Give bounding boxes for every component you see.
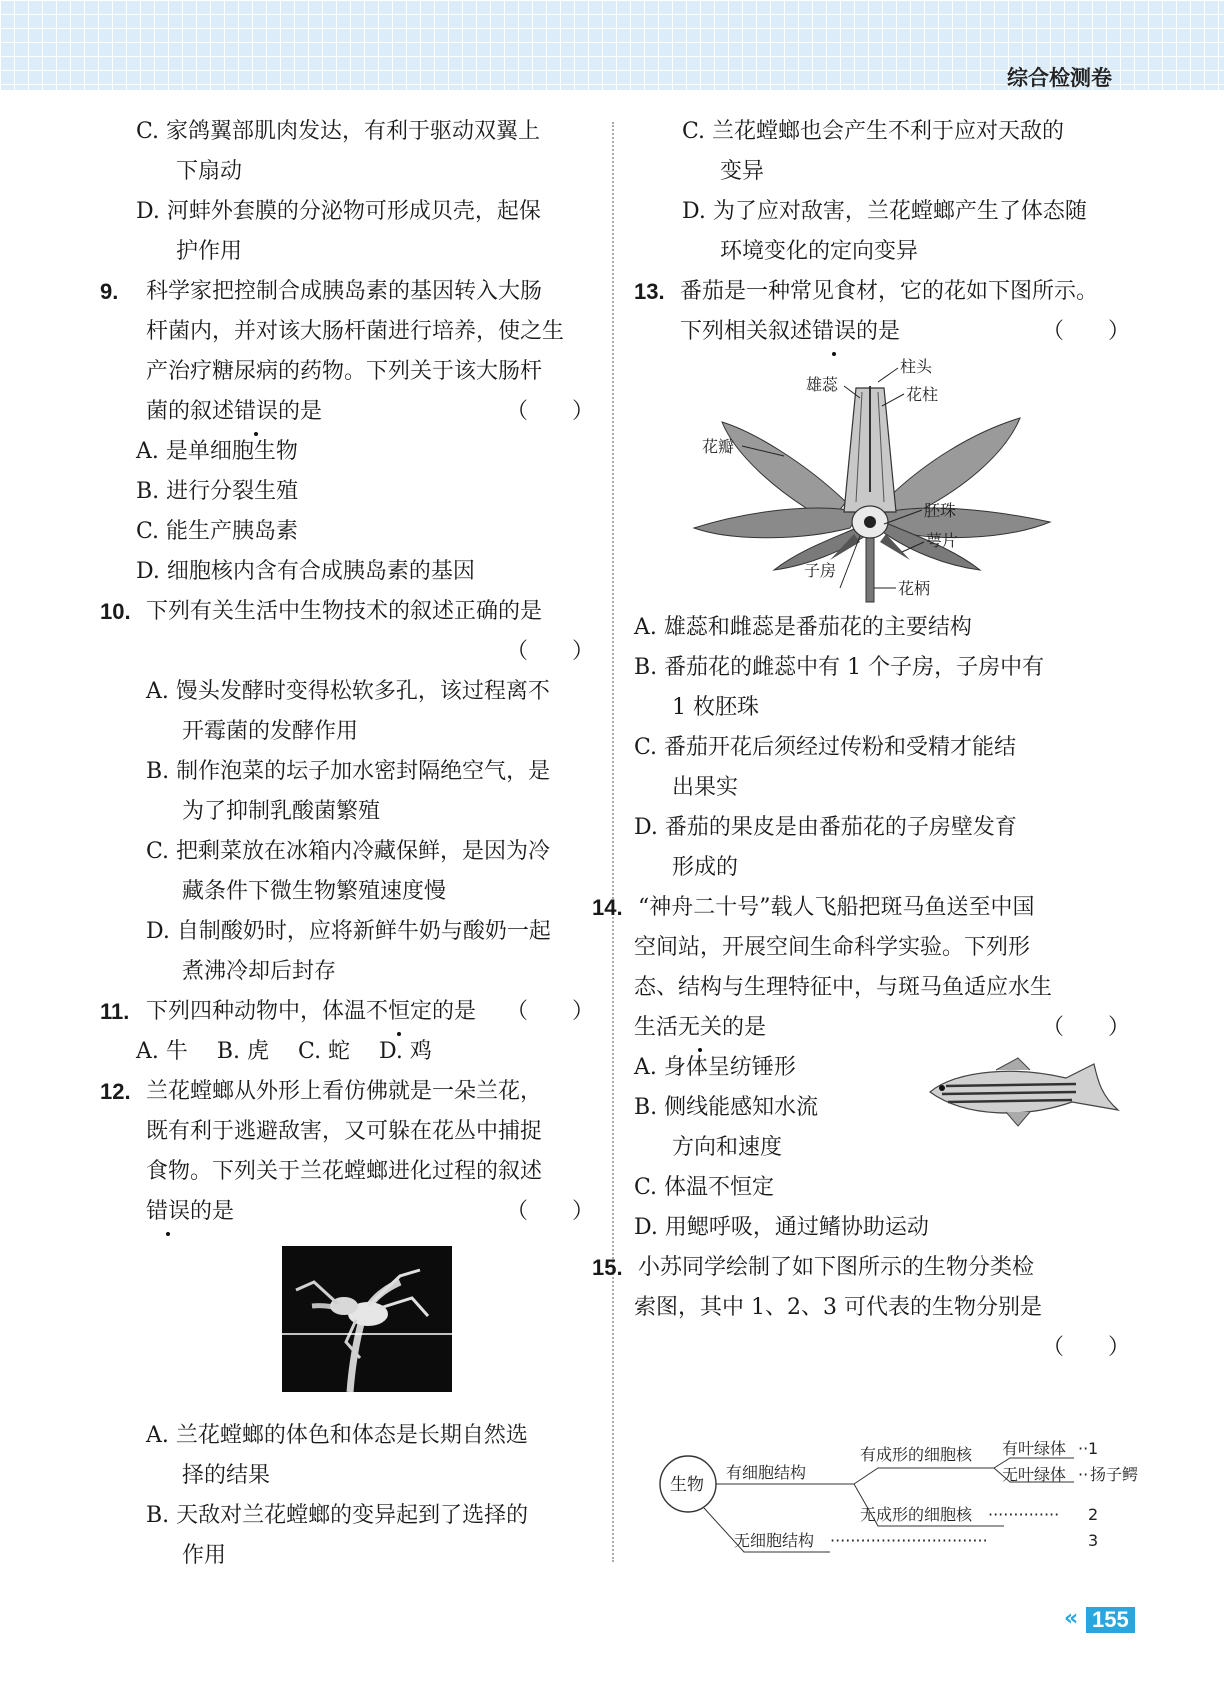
q12-option-a: A. 兰花螳螂的体色和体态是长期自然选	[146, 1423, 528, 1448]
q10-option-b-cont: 为了抑制乳酸菌繁殖	[182, 799, 381, 824]
key-dots-2: ··	[1078, 1465, 1089, 1484]
q12-text-1: 兰花螳螂从外形上看仿佛就是一朵兰花，	[146, 1079, 543, 1104]
label-ovule: 胚珠	[924, 501, 957, 520]
q13-option-d-cont: 形成的	[672, 855, 739, 880]
q12-option-a-cont: 择的结果	[182, 1463, 271, 1488]
key-dots-4: ·······························	[830, 1531, 988, 1550]
q10-line-2	[100, 632, 594, 672]
q10-option-b: B. 制作泡菜的坛子加水密封隔绝空气，是	[146, 759, 551, 784]
key-n2: 2	[1088, 1505, 1099, 1524]
q10-option-a: A. 馒头发酵时变得松软多孔，该过程离不	[146, 679, 550, 704]
q13-text-1: 番茄是一种常见食材，它的花如下图所示。	[680, 279, 1099, 304]
q13-number: 13.	[634, 279, 665, 304]
q12-option-c: C. 兰花螳螂也会产生不利于应对天敌的	[682, 119, 1065, 144]
q15-line-3	[634, 1328, 1130, 1368]
right-column	[592, 112, 1130, 1368]
q9-line-4	[100, 392, 594, 432]
q9-text-post: 的是	[278, 399, 323, 424]
q12-option-d-cont: 环境变化的定向变异	[720, 239, 919, 264]
q10-option-c-cont: 藏条件下微生物繁殖速度慢	[182, 879, 447, 904]
q8-option-d-cont: 护作用	[176, 239, 243, 264]
q9-text-pre: 菌的叙述	[146, 399, 235, 424]
column-divider	[612, 122, 614, 1562]
q10-text: 下列有关生活中生物技术的叙述正确的是	[146, 599, 543, 624]
key-cell: 有细胞结构	[726, 1463, 807, 1482]
q12-answer-paren[interactable]: （ ）	[505, 1199, 594, 1224]
q8-option-c: C. 家鸽翼部肌肉发达，有利于驱动双翼上	[136, 119, 541, 144]
header-title: 综合检测卷	[1007, 66, 1112, 90]
q14-text-1: “神舟二十号”载人飞船把斑马鱼送至中国	[638, 895, 1035, 920]
q11-options: A. 牛 B. 虎 C. 蛇 D. 鸡	[136, 1039, 432, 1064]
q11-line-1	[100, 992, 594, 1032]
label-petal: 花瓣	[702, 437, 735, 456]
label-pedicel: 花柄	[898, 579, 931, 598]
q10-option-d: D. 自制酸奶时，应将新鲜牛奶与酸奶一起	[146, 919, 551, 944]
q9-option-c: C. 能生产胰岛素	[136, 519, 299, 544]
q10-answer-paren[interactable]: （ ）	[505, 639, 594, 664]
q14-emphasis: 无关	[678, 1008, 722, 1048]
q11-number: 11.	[100, 999, 130, 1024]
label-stigma: 柱头	[900, 357, 933, 376]
page-number: 155	[1086, 1607, 1135, 1633]
q9-option-a: A. 是单细胞生物	[136, 439, 298, 464]
q12-line-2: 既有利于逃避敌害，又可躲在花丛中捕捉	[146, 1119, 543, 1144]
q13-option-b: B. 番茄花的雌蕊中有 1 个子房，子房中有	[634, 655, 1045, 680]
q14-text-post: 的是	[722, 1015, 767, 1040]
tomato-flower-figure	[634, 352, 1130, 608]
q8-option-d: D. 河蚌外套膜的分泌物可形成贝壳，起保	[136, 199, 541, 224]
label-stamen: 雄蕊	[806, 375, 839, 394]
q11-emphasis: 不恒定	[366, 992, 432, 1032]
q15-answer-paren[interactable]: （ ）	[1041, 1335, 1130, 1360]
q13-emphasis: 错误	[812, 312, 856, 352]
page-number-chevron-icon: «	[1064, 1606, 1079, 1631]
q9-option-d: D. 细胞核内含有合成胰岛素的基因	[136, 559, 475, 584]
key-nucleus: 有成形的细胞核	[860, 1445, 973, 1464]
key-dots-3: ··············	[988, 1505, 1060, 1524]
q15-line-2: 索图，其中 1、2、3 可代表的生物分别是	[634, 1295, 1042, 1320]
mantis-figure	[100, 1246, 594, 1416]
q12-number: 12.	[100, 1079, 131, 1104]
q13-text-post: 的是	[856, 319, 901, 344]
q11-text-pre: 下列四种动物中，体温	[146, 999, 367, 1024]
q14-text-pre: 生活	[634, 1015, 679, 1040]
q10-line-1	[100, 592, 594, 632]
q9-answer-paren[interactable]: （ ）	[505, 399, 594, 424]
q13-option-d: D. 番茄的果皮是由番茄花的子房壁发育	[634, 815, 1017, 840]
q15-number: 15.	[592, 1255, 623, 1280]
q14-option-a: A. 身体呈纺锤形	[634, 1055, 796, 1080]
q13-line-2	[634, 312, 1130, 352]
key-dots-1: ··	[1078, 1440, 1089, 1458]
q12-emphasis: 错误	[146, 1192, 190, 1232]
q9-option-b: B. 进行分裂生殖	[136, 479, 299, 504]
q13-option-c: C. 番茄开花后须经过传粉和受精才能结	[634, 735, 1017, 760]
key-n1: 1	[1088, 1440, 1099, 1458]
q12-line-4	[100, 1192, 594, 1232]
q13-text-pre: 下列相关叙述	[680, 319, 813, 344]
q14-option-b: B. 侧线能感知水流	[634, 1095, 819, 1120]
q15-line-1	[592, 1248, 1130, 1288]
label-sepal: 萼片	[926, 531, 959, 550]
q14-option-b-cont: 方向和速度	[672, 1135, 783, 1160]
q14-answer-paren[interactable]: （ ）	[1041, 1015, 1130, 1040]
q13-option-b-cont: 1 枚胚珠	[672, 695, 759, 720]
q12-option-b-cont: 作用	[182, 1543, 227, 1568]
left-column	[100, 112, 594, 1576]
q12-line-3: 食物。下列关于兰花螳螂进化过程的叙述	[146, 1159, 543, 1184]
q14-option-c: C. 体温不恒定	[634, 1175, 775, 1200]
q9-line-1	[100, 272, 594, 312]
q13-option-c-cont: 出果实	[672, 775, 739, 800]
q13-line-1	[634, 272, 1130, 312]
q11-answer-paren[interactable]: （ ）	[505, 999, 594, 1024]
q14-number: 14.	[592, 895, 623, 920]
q9-emphasis: 错误	[234, 392, 278, 432]
q13-answer-paren[interactable]: （ ）	[1041, 319, 1130, 344]
label-style: 花柱	[906, 385, 939, 404]
q9-line-3: 产治疗糖尿病的药物。下列关于该大肠杆	[146, 359, 543, 384]
q14-line-2: 空间站，开展空间生命科学实验。下列形	[634, 935, 1031, 960]
orchid-mantis-photo	[100, 1246, 594, 1406]
key-nochloro: 无叶绿体	[1002, 1465, 1067, 1484]
q12-option-c-cont: 变异	[720, 159, 765, 184]
q14-line-1	[592, 888, 1130, 928]
key-chloro: 有叶绿体	[1002, 1440, 1067, 1458]
q13-option-a: A. 雄蕊和雌蕊是番茄花的主要结构	[634, 615, 972, 640]
q14-line-3: 态、结构与生理特征中，与斑马鱼适应水生	[634, 975, 1053, 1000]
key-n3: 3	[1088, 1531, 1099, 1550]
q9-number: 9.	[100, 279, 119, 304]
q10-option-a-cont: 开霉菌的发酵作用	[182, 719, 359, 744]
q14-options-block	[634, 1048, 1130, 1248]
key-nonucleus: 无成形的细胞核	[860, 1505, 973, 1524]
tomato-flower-diagram	[634, 352, 1130, 604]
q12-option-d: D. 为了应对敌害，兰花螳螂产生了体态随	[682, 199, 1087, 224]
key-alligator: 扬子鳄	[1090, 1465, 1139, 1484]
q10-option-c: C. 把剩菜放在冰箱内冷藏保鲜，是因为冷	[146, 839, 551, 864]
label-ovary: 子房	[804, 561, 837, 580]
q9-text-1: 科学家把控制合成胰岛素的基因转入大肠	[146, 279, 543, 304]
q14-line-4	[634, 1008, 1130, 1048]
q10-number: 10.	[100, 599, 131, 624]
q12-option-b: B. 天敌对兰花螳螂的变异起到了选择的	[146, 1503, 529, 1528]
q15-text-1: 小苏同学绘制了如下图所示的生物分类检	[638, 1255, 1035, 1280]
classification-key	[654, 1440, 1164, 1570]
q12-text-post: 的是	[190, 1199, 235, 1224]
q12-line-1	[100, 1072, 594, 1112]
q8-option-c-cont: 下扇动	[176, 159, 243, 184]
page-header	[0, 0, 1224, 90]
key-nocell: 无细胞结构	[734, 1531, 815, 1550]
q10-option-d-cont: 煮沸冷却后封存	[182, 959, 337, 984]
q11-text-post: 的是	[432, 999, 477, 1024]
key-root: 生物	[670, 1475, 704, 1495]
q9-line-2: 杆菌内，并对该大肠杆菌进行培养，使之生	[146, 319, 565, 344]
q14-option-d: D. 用鳃呼吸，通过鳍协助运动	[634, 1215, 929, 1240]
